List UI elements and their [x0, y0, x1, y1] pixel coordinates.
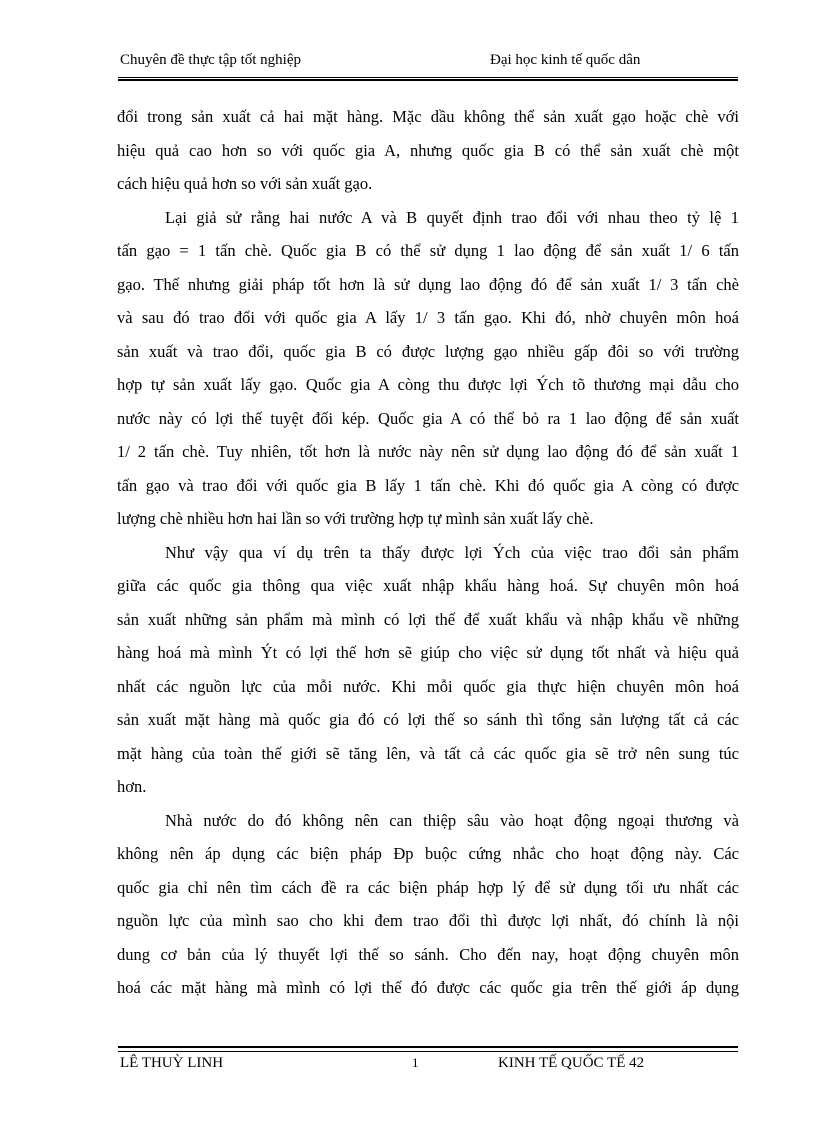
text-line: không nên áp dụng các biện pháp Ðp buộc cứng nhắc cho hoạt động này. Các — [117, 844, 739, 863]
text-line: dung cơ bản của lý thuyết lợi thế so sánh. Cho đến nay, hoạt động chuyên môn — [117, 944, 739, 964]
text-line: hợp tự sản xuất lấy gạo. Quốc gia A còng thu được lợi Ých tõ thương mại dẫu cho — [117, 375, 739, 394]
text-line: Nhà nước do đó không nên can thiệp sâu vào hoạt động ngoại thương và — [165, 810, 739, 830]
page-footer — [118, 1055, 738, 1075]
text-line: Như vậy qua ví dụ trên ta thấy được lợi Ých của việc trao đổi sản phẩm — [165, 542, 739, 562]
text-line: hơn. — [117, 777, 147, 796]
footer-divider — [118, 1046, 738, 1052]
text-line: sản xuất những sản phẩm mà mình có lợi thế để xuất khẩu và nhập khẩu về những — [117, 609, 739, 629]
footer-class: KINH TẾ QUỐC TẾ 42 — [498, 1055, 645, 1071]
text-line: Lại giả sử rằng hai nước A và B quyết định trao đổi với nhau theo tỷ lệ 1 — [165, 207, 739, 227]
text-line: cách hiệu quả hơn so với sản xuất gạo. — [117, 174, 373, 193]
text-line: tấn gạo = 1 tấn chè. Quốc gia B có thể sử dụng 1 lao động để sản xuất 1/ 6 tấn — [117, 241, 739, 260]
text-line: nhất các nguồn lực của mỗi nước. Khi mỗi quốc gia thực hiện chuyên môn hoá — [117, 676, 739, 696]
text-line: nước này có lợi thế tuyệt đối kép. Quốc gia A có thể bỏ ra 1 lao động để sản xuất — [117, 408, 739, 428]
text-line: gạo. Thế nhưng giải pháp tốt hơn là sử dụng lao động đó để sản xuất 1/ 3 tấn chè — [117, 274, 739, 294]
text-line: mặt hàng của toàn thế giới sẽ tăng lên, và tất cả các quốc gia sẽ trở nên sung túc — [117, 743, 739, 763]
text-line: 1/ 2 tấn chè. Tuy nhiên, tốt hơn là nước này nên sử dụng lao động đó để sản xuất 1 — [117, 442, 739, 461]
text-line: giữa các quốc gia thông qua việc xuất nhập khẩu hàng hoá. Sự chuyên môn hoá — [117, 576, 739, 595]
text-line: tấn gạo và trao đổi với quốc gia B lấy 1 tấn chè. Khi đó quốc gia A còng có được — [117, 475, 739, 495]
header-university: Đại học kinh tế quốc dân — [490, 52, 641, 68]
text-line: nguồn lực của mình sao cho khi đem trao đổi thì được lợi nhất, đó chính là nội — [117, 911, 739, 930]
header-divider — [118, 77, 738, 81]
text-line: hiệu quả cao hơn so với quốc gia A, nhưng quốc gia B có thể sản xuất chè một — [117, 140, 739, 160]
document-body — [117, 100, 739, 1005]
text-line: sản xuất và trao đổi, quốc gia B có được lượng gạo nhiều gấp đôi so với trường — [117, 341, 739, 361]
text-line: lượng chè nhiều hơn hai lần so với trường hợp tự mình sản xuất lấy chè. — [117, 509, 594, 528]
text-line: và sau đó trao đổi với quốc gia A lấy 1/ 3 tấn gạo. Khi đó, nhờ chuyên môn hoá — [117, 308, 739, 327]
footer-author: LÊ THUỲ LINH — [120, 1055, 224, 1071]
text-line: quốc gia chỉ nên tìm cách đề ra các biện pháp hợp lý để sử dụng tối ưu nhất các — [117, 877, 739, 897]
header-document-type: Chuyên đề thực tập tốt nghiệp — [120, 52, 302, 68]
page-header — [118, 52, 738, 72]
text-line: đổi trong sản xuất cả hai mặt hàng. Mặc dầu không thể sản xuất gạo hoặc chè với — [117, 107, 739, 126]
page-number: 1 — [412, 1055, 419, 1070]
text-line: hàng hoá mà mình Ýt có lợi thế hơn sẽ giúp cho việc sử dụng tốt nhất và hiệu quả — [117, 643, 739, 662]
text-line: hoá các mặt hàng mà mình có lợi thế đó được các quốc gia trên thế giới áp dụng — [117, 978, 739, 997]
text-line: sản xuất mặt hàng mà quốc gia đó có lợi thế so sánh thì tổng sản lượng tất cả các — [117, 710, 739, 729]
